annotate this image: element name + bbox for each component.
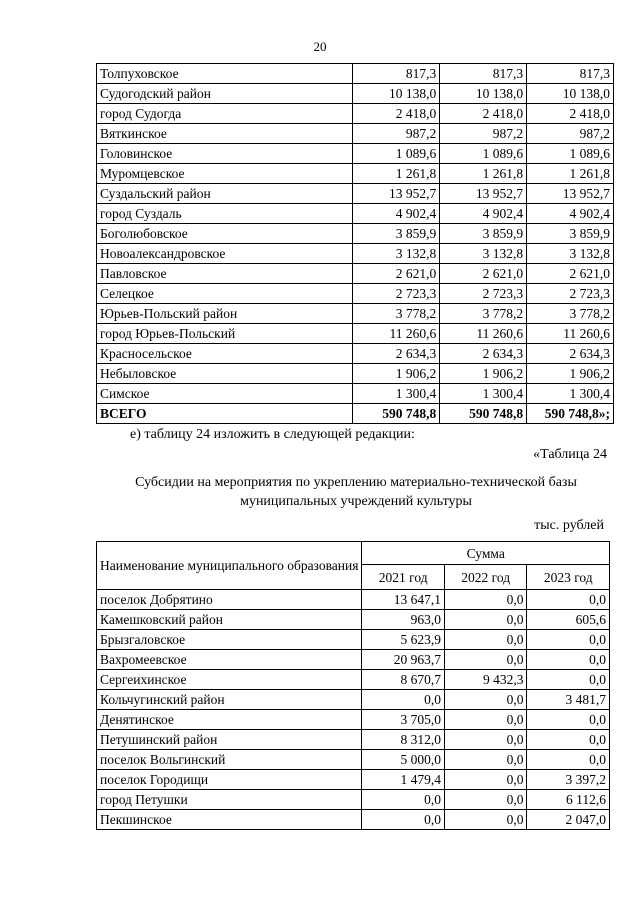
row-value-cell: 3 132,8 (527, 244, 614, 264)
row-name-cell: Боголюбовское (97, 224, 353, 244)
row-value-cell: 2 621,0 (440, 264, 527, 284)
row-value-cell: 0,0 (444, 750, 527, 770)
row-value-cell: 1 906,2 (527, 364, 614, 384)
table-row (97, 650, 610, 670)
table-row (97, 384, 614, 404)
row-value-cell: 3 778,2 (353, 304, 440, 324)
page-number: 20 (313, 39, 327, 54)
row-value-cell: 1 300,4 (527, 384, 614, 404)
row-value-cell: 2 634,3 (353, 344, 440, 364)
row-value-cell: 8 670,7 (362, 670, 445, 690)
row-value-cell: 13 647,1 (362, 590, 445, 610)
row-value-cell: 0,0 (444, 590, 527, 610)
row-value-cell: 0,0 (362, 690, 445, 710)
table-row (97, 324, 614, 344)
row-value-cell: 987,2 (353, 124, 440, 144)
row-value-cell: 2 418,0 (353, 104, 440, 124)
header-year-2022: 2022 год (444, 565, 527, 590)
table-row (97, 610, 610, 630)
row-value-cell: 1 089,6 (440, 144, 527, 164)
row-name-cell: Брызгаловское (97, 630, 362, 650)
table-row (97, 790, 610, 810)
row-value-cell: 2 723,3 (440, 284, 527, 304)
row-value-cell: 0,0 (444, 710, 527, 730)
row-value-cell: 2 634,3 (527, 344, 614, 364)
row-value-cell: 817,3 (353, 64, 440, 84)
header-year-2023: 2023 год (527, 565, 610, 590)
row-value-cell: 817,3 (440, 64, 527, 84)
row-name-cell: Красносельское (97, 344, 353, 364)
row-value-cell: 1 906,2 (440, 364, 527, 384)
row-value-cell: 0,0 (527, 650, 610, 670)
table-row (97, 670, 610, 690)
table-row (97, 810, 610, 830)
row-name-cell: Денятинское (97, 710, 362, 730)
row-value-cell: 0,0 (444, 790, 527, 810)
table-row (97, 64, 614, 84)
row-name-cell: поселок Вольгинский (97, 750, 362, 770)
row-name-cell: Симское (97, 384, 353, 404)
table-row (97, 364, 614, 384)
row-value-cell: 0,0 (444, 610, 527, 630)
total-label: ВСЕГО (97, 404, 353, 424)
row-value-cell: 3 705,0 (362, 710, 445, 730)
total-value-cell: 590 748,8 (353, 404, 440, 424)
row-name-cell: Павловское (97, 264, 353, 284)
row-value-cell: 13 952,7 (440, 184, 527, 204)
row-value-cell: 5 623,9 (362, 630, 445, 650)
row-name-cell: город Петушки (97, 790, 362, 810)
row-value-cell: 0,0 (362, 790, 445, 810)
row-value-cell: 13 952,7 (353, 184, 440, 204)
table-row (97, 770, 610, 790)
row-name-cell: Селецкое (97, 284, 353, 304)
row-value-cell: 0,0 (444, 810, 527, 830)
row-value-cell: 0,0 (444, 690, 527, 710)
table-row (97, 164, 614, 184)
row-value-cell: 3 859,9 (527, 224, 614, 244)
row-value-cell: 987,2 (440, 124, 527, 144)
row-value-cell: 605,6 (527, 610, 610, 630)
row-value-cell: 963,0 (362, 610, 445, 630)
row-value-cell: 0,0 (527, 670, 610, 690)
row-value-cell: 3 859,9 (440, 224, 527, 244)
row-value-cell: 0,0 (527, 750, 610, 770)
row-value-cell: 1 261,8 (440, 164, 527, 184)
table-row (97, 84, 614, 104)
table-row (97, 304, 614, 324)
table-label: «Таблица 24 (533, 447, 607, 462)
row-name-cell: город Юрьев-Польский (97, 324, 353, 344)
table-row (97, 730, 610, 750)
table-row (97, 750, 610, 770)
total-row (97, 404, 614, 424)
row-value-cell: 0,0 (444, 630, 527, 650)
table-row (97, 264, 614, 284)
row-value-cell: 1 089,6 (527, 144, 614, 164)
total-value-cell: 590 748,8 (440, 404, 527, 424)
subsidies-table-body (97, 590, 610, 830)
row-name-cell: Головинское (97, 144, 353, 164)
edit-instruction: е) таблицу 24 изложить в следующей редакции: (130, 427, 415, 442)
row-value-cell: 3 397,2 (527, 770, 610, 790)
row-value-cell: 11 260,6 (353, 324, 440, 344)
row-value-cell: 1 300,4 (353, 384, 440, 404)
row-value-cell: 0,0 (444, 650, 527, 670)
row-name-cell: Суздальский район (97, 184, 353, 204)
table-row (97, 630, 610, 650)
row-value-cell: 0,0 (362, 810, 445, 830)
table-row (97, 590, 610, 610)
row-value-cell: 8 312,0 (362, 730, 445, 750)
row-value-cell: 10 138,0 (353, 84, 440, 104)
row-value-cell: 1 261,8 (527, 164, 614, 184)
row-value-cell: 2 047,0 (527, 810, 610, 830)
row-value-cell: 2 418,0 (440, 104, 527, 124)
row-value-cell: 11 260,6 (440, 324, 527, 344)
row-value-cell: 1 300,4 (440, 384, 527, 404)
row-value-cell: 20 963,7 (362, 650, 445, 670)
table-row (97, 184, 614, 204)
table-row (97, 224, 614, 244)
row-name-cell: поселок Городищи (97, 770, 362, 790)
row-value-cell: 6 112,6 (527, 790, 610, 810)
row-value-cell: 9 432,3 (444, 670, 527, 690)
row-value-cell: 2 621,0 (353, 264, 440, 284)
row-value-cell: 1 906,2 (353, 364, 440, 384)
row-value-cell: 4 902,4 (440, 204, 527, 224)
row-value-cell: 0,0 (527, 630, 610, 650)
table-title: Субсидии на мероприятия по укреплению материально-технической базы муниципальных учреждений культуры (135, 475, 577, 509)
row-value-cell: 3 132,8 (353, 244, 440, 264)
row-value-cell: 2 634,3 (440, 344, 527, 364)
row-value-cell: 0,0 (444, 730, 527, 750)
row-name-cell: Толпуховское (97, 64, 353, 84)
table-row (97, 690, 610, 710)
row-value-cell: 3 778,2 (440, 304, 527, 324)
table-row (97, 104, 614, 124)
row-name-cell: город Суздаль (97, 204, 353, 224)
row-value-cell: 817,3 (527, 64, 614, 84)
row-value-cell: 10 138,0 (527, 84, 614, 104)
row-value-cell: 11 260,6 (527, 324, 614, 344)
table-row (97, 710, 610, 730)
table-row (97, 124, 614, 144)
header-name: Наименование муниципального образования (97, 542, 362, 590)
row-value-cell: 2 418,0 (527, 104, 614, 124)
row-value-cell: 0,0 (444, 770, 527, 790)
row-value-cell: 3 778,2 (527, 304, 614, 324)
row-name-cell: Сергеихинское (97, 670, 362, 690)
units-label: тыс. рублей (534, 518, 604, 533)
row-value-cell: 4 902,4 (353, 204, 440, 224)
table-continuation-body (97, 64, 614, 424)
row-name-cell: Вяткинское (97, 124, 353, 144)
row-value-cell: 2 621,0 (527, 264, 614, 284)
row-value-cell: 3 481,7 (527, 690, 610, 710)
row-value-cell: 1 479,4 (362, 770, 445, 790)
row-value-cell: 3 859,9 (353, 224, 440, 244)
row-name-cell: Кольчугинский район (97, 690, 362, 710)
header-year-2021: 2021 год (362, 565, 445, 590)
row-name-cell: Пекшинское (97, 810, 362, 830)
table-row (97, 284, 614, 304)
row-value-cell: 1 261,8 (353, 164, 440, 184)
row-value-cell: 1 089,6 (353, 144, 440, 164)
table-row (97, 144, 614, 164)
row-name-cell: Вахромеевское (97, 650, 362, 670)
row-value-cell: 0,0 (527, 710, 610, 730)
row-value-cell: 10 138,0 (440, 84, 527, 104)
table-row (97, 204, 614, 224)
header-sum: Сумма (362, 542, 610, 565)
total-value-cell: 590 748,8»; (527, 404, 614, 424)
row-value-cell: 0,0 (527, 730, 610, 750)
table-row (97, 244, 614, 264)
row-value-cell: 4 902,4 (527, 204, 614, 224)
row-value-cell: 2 723,3 (353, 284, 440, 304)
row-value-cell: 13 952,7 (527, 184, 614, 204)
row-value-cell: 3 132,8 (440, 244, 527, 264)
row-value-cell: 987,2 (527, 124, 614, 144)
row-name-cell: Небыловское (97, 364, 353, 384)
row-name-cell: Муромцевское (97, 164, 353, 184)
subsidies-table (96, 541, 610, 830)
row-name-cell: поселок Добрятино (97, 590, 362, 610)
row-name-cell: город Судогда (97, 104, 353, 124)
row-name-cell: Новоалександровское (97, 244, 353, 264)
row-name-cell: Юрьев-Польский район (97, 304, 353, 324)
row-value-cell: 2 723,3 (527, 284, 614, 304)
row-name-cell: Камешковский район (97, 610, 362, 630)
table-row (97, 344, 614, 364)
row-name-cell: Петушинский район (97, 730, 362, 750)
row-value-cell: 5 000,0 (362, 750, 445, 770)
row-name-cell: Судогодский район (97, 84, 353, 104)
row-value-cell: 0,0 (527, 590, 610, 610)
table-continuation (96, 63, 614, 424)
